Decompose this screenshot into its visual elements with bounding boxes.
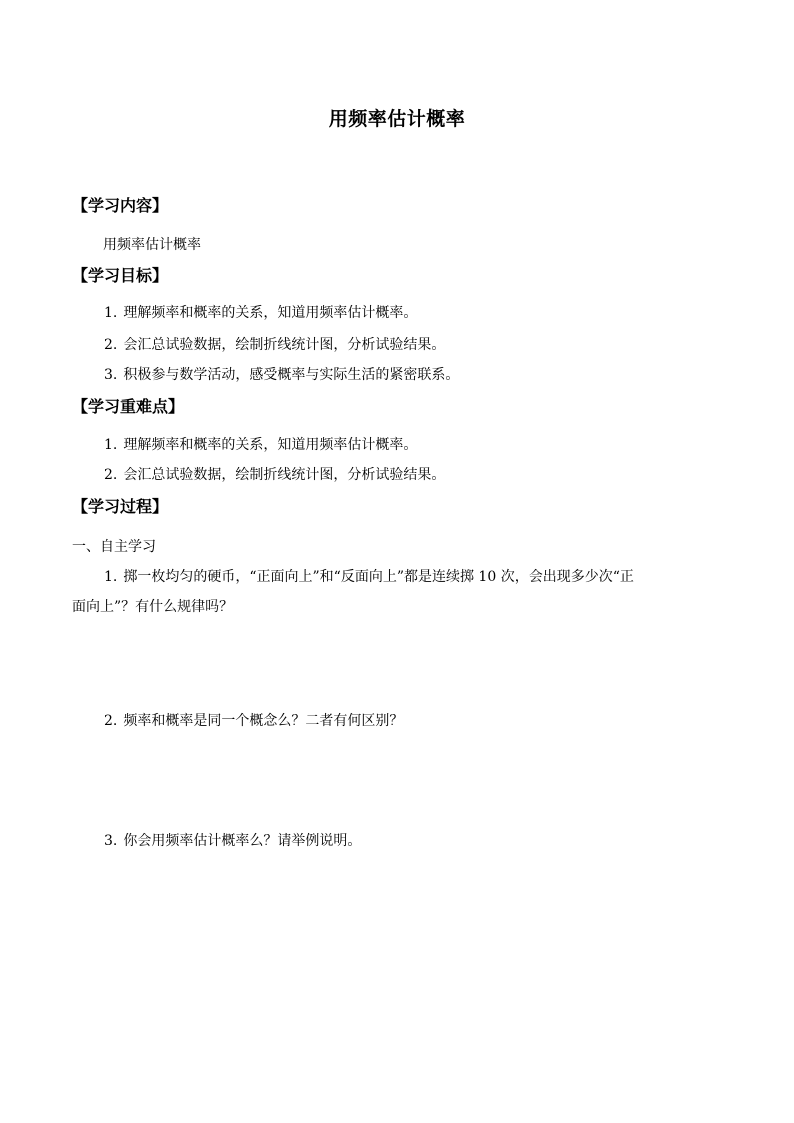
question-text: 频率和概率是同一个概念么？二者有何区别？ [123, 713, 404, 729]
question-item [104, 566, 634, 586]
goal-item-text: 积极参与数学活动，感受概率与实际生活的紧密联系。 [123, 367, 460, 383]
key-point-text: 会汇总试验数据，绘制折线统计图，分析试验结果。 [123, 467, 446, 483]
goal-item [104, 334, 445, 354]
goal-item-number: 2. [104, 337, 118, 353]
question-number: 2. [104, 713, 118, 729]
key-point-number: 1. [104, 437, 118, 453]
goal-item-text: 会汇总试验数据，绘制折线统计图，分析试验结果。 [123, 337, 446, 353]
question-text-line1: 掷一枚均匀的硬币，“正面向上”和“反面向上”都是连续掷 10 次，会出现多少次“正 [123, 569, 634, 585]
study-content-text: 用频率估计概率 [103, 237, 201, 253]
question-text: 你会用频率估计概率么？请举例说明。 [123, 833, 362, 849]
question-number: 3. [104, 833, 118, 849]
key-point-item [104, 434, 417, 454]
question-item [104, 710, 403, 730]
key-point-number: 2. [104, 467, 118, 483]
goal-item [104, 364, 459, 384]
question-item [104, 830, 361, 850]
heading-key-points: 【学习重难点】 [72, 397, 185, 416]
heading-study-process: 【学习过程】 [72, 497, 169, 516]
heading-study-goals: 【学习目标】 [72, 266, 169, 285]
goal-item-number: 1. [104, 305, 118, 321]
key-point-item [104, 464, 445, 484]
heading-study-content: 【学习内容】 [72, 196, 169, 215]
page-title: 用频率估计概率 [328, 108, 466, 130]
subheading-self-study: 一、自主学习 [72, 539, 156, 555]
goal-item-number: 3. [104, 367, 118, 383]
question-text-line2: 面向上”？有什么规律吗？ [72, 599, 234, 615]
goal-item [104, 302, 417, 322]
key-point-text: 理解频率和概率的关系，知道用频率估计概率。 [123, 437, 418, 453]
question-number: 1. [104, 569, 118, 585]
goal-item-text: 理解频率和概率的关系，知道用频率估计概率。 [123, 305, 418, 321]
